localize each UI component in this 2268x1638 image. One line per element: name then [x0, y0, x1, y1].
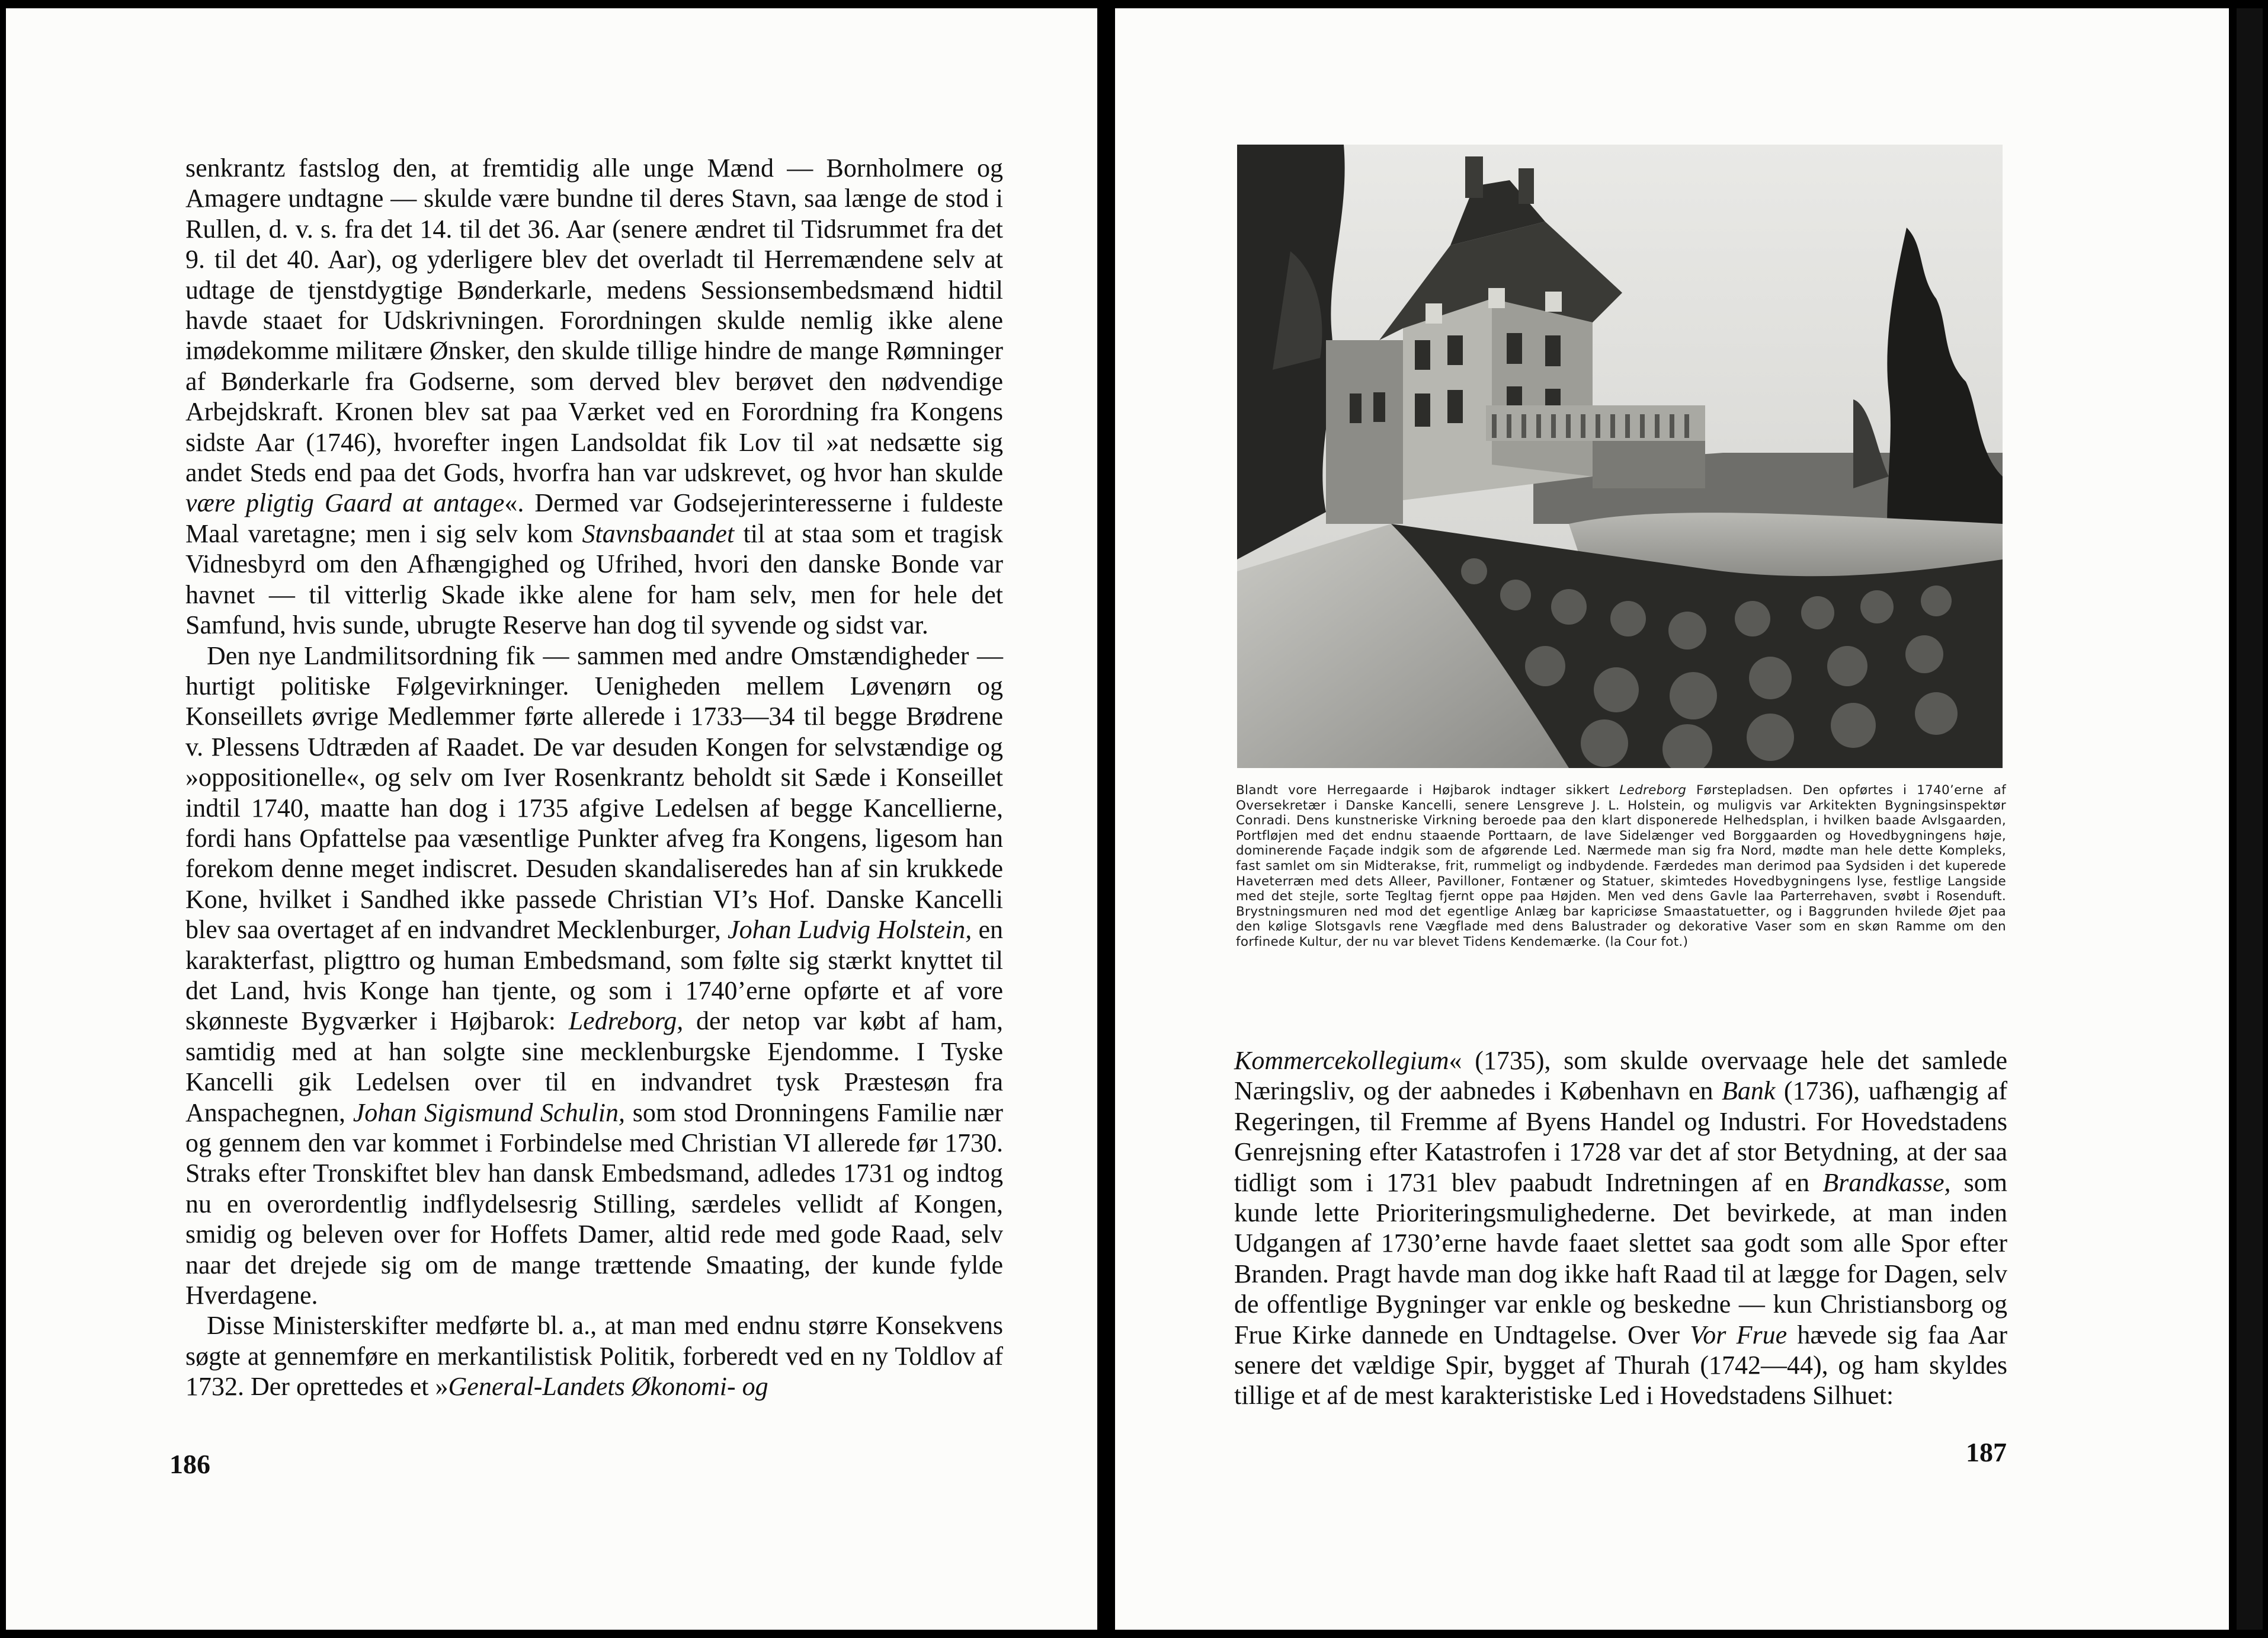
text-run: (1736), uafhængig af Regeringen, til Fremme af Byens Handel og Industri. For Hovedstadens Genrejsning efter Katastrofen i 1728 var det af stor Betydning, at der saa tidligt som i 1731 blev paabudt Indretningen af en	[1234, 1076, 2007, 1197]
text-run: « (1735), som skulde overvaage hele det samlede Næringsliv, og der aabnedes i København en	[1234, 1046, 2007, 1106]
text-run: hævede sig faa Aar senere det vældige Spir, bygget af Thurah (1742—44), og ham skyldes tillige et af de mest karakteristiske Led i Hovedstadens Silhuet:	[1234, 1320, 2008, 1410]
italic-text-run: være pligtig Gaard at antage	[185, 488, 505, 518]
left-page	[6, 8, 1097, 1630]
italic-text-run: Johan Sigismund Schulin,	[353, 1098, 626, 1127]
italic-text-run: Bank	[1721, 1076, 1776, 1106]
italic-text-run: Johan Ludvig Holstein,	[728, 915, 972, 945]
right-paragraph	[1234, 1045, 2007, 1411]
photo-caption	[1236, 783, 2006, 950]
right-page-number: 187	[1966, 1437, 2007, 1467]
text-run: Førstepladsen. Den opførtes i 1740’erne af Oversekretær i Danske Kancelli, senere Lensgreve J. L. Holstein, og muligvis var Arkitekten Bygningsinspektør Conradi. Dens kunstneriske Virkning beroede paa den klart disponerede Helhedsplan, i hvilken baade Avlsgaarden, Portfløjen med det endnu staaende Porttaarn, de lave Sidelænger ved Borggaarden og Hovedbygningens høje, dominerende Façade indgik som de afgørende Led. Nærmede man sig fra Nord, mødte man hele dette Kompleks, fast samlet om sin Midterakse, frit, rummeligt og indbydende. Færdedes man derimod paa Sydsiden i det kuperede Haveterræn med dets Alleer, Pavilloner, Fontæner og Statuer, skimtedes Hovedbygningens lyse, festlige Langside med det stejle, sorte Tegltag fjernt oppe paa Højden. Men ved dens Gavle laa Parterrehaven, svøbt i Rosenduft. Brystningsmuren ned mod det egentlige Anlæg bar kapriciøse Smaastatuetter, og i Baggrunden hvilede Øjet paa den kølige Slotsgavls rene Vægflade med dens Balustrader og dekorative Vaser som en skøn Ramme om den forfinede Kultur, der nu var blevet Tidens Kendemærke. (la Cour fot.)	[1236, 783, 2006, 949]
text-run: senkrantz fastslog den, at fremtidig alle unge Mænd — Bornholmere og Amagere undtagne — skulde være bundne til deres Stavn, saa længe de stod i Rullen, d. v. s. fra det 14. til det 36. Aar (senere ændret til Tidsrummet fra det 9. til det 40. Aar), og yderligere blev det overladt til Herremændene selv at udtage de tjenstdygtige Bønderkarle, medens Sessionsembedsmænd hidtil havde staaet for Udskrivningen. Forordningen skulde nemlig ikke alene imødekomme militære Ønsker, den skulde tillige hindre de mange Rømninger af Bønderkarle fra Godserne, som derved blev berøvet den nødvendige Arbejdskraft. Kronen blev sat paa Værket ved en Forordning fra Kongens sidste Aar (1746), hvorefter ingen Landsoldat fik Lov til »at nedsætte sig andet Steds end paa det Gods, hvorfra han var udskrevet, og hvor han skulde	[185, 153, 1003, 488]
italic-text-run: Stavnsbaandet	[582, 519, 735, 548]
ledreborg-photo	[1237, 145, 2003, 768]
italic-text-run: Vor Frue	[1690, 1320, 1788, 1349]
italic-text-run: Ledreborg,	[568, 1006, 684, 1036]
text-run: som kunde lette Prioriteringsmulighederne. Det bevirkede, at man inden Udgangen af 1730’erne havde faaet slettet saa godt som alle Spor efter Branden. Pragt havde man dog ikke haft Raad til at lægge for Dagen, selv de offentlige Bygninger var enkle og beskedne — kun Christiansborg og Frue Kirke dannede en Undtagelse. Over	[1234, 1167, 2007, 1349]
right-page	[1115, 8, 2229, 1630]
italic-text-run: General-Landets Økonomi- og	[448, 1372, 768, 1402]
text-run: Den nye Landmilitsordning fik — sammen med andre Omstændigheder — hurtigt politiske Følgevirkninger. Uenigheden mellem Løvenørn og Konseillets øvrige Medlemmer førte allerede i 1733—34 til begge Brødrene v. Plessens Udtræden af Raadet. De var desuden Kongen for selvstændige og »oppositionelle«, og selv om Iver Rosenkrantz beholdt sit Sæde i Konseillet indtil 1740, maatte han dog i 1735 afgive Ledelsen af begge Kancellierne, fordi hans Opfattelse paa væsentlige Punkter afveg fra Kongens, ligesom han forekom denne meget indiscret. Desuden skandaliseredes han af sin krukkede Kone, hvilket i Sandhed ikke passede Christian VI’s Hof. Danske Kancelli blev saa overtaget af en indvandret Mecklenburger,	[185, 641, 1003, 945]
text-run: til at staa som et tragisk Vidnesbyrd om den Afhængighed og Ufrihed, hvori den danske Bonde var havnet — til vitterlig Skade ikke alene for ham selv, men for hele det Samfund, hvis sunde, ubrugte Reserve han dog til syvende og sidst var.	[185, 519, 1003, 640]
italic-text-run: Ledreborg	[1619, 783, 1687, 798]
text-run: «. Dermed var Godsejerinteresserne i fuldeste Maal varetagne; men i sig selv kom	[185, 488, 1003, 548]
italic-text-run: Kommercekollegium	[1234, 1046, 1449, 1075]
left-paragraph-3	[185, 1310, 1003, 1402]
text-run: der netop var købt af ham, samtidig med at han solgte sine mecklenburgske Ejendomme. I Tyske Kancelli gik Ledelsen over til en indvandret tysk Præstesøn fra Anspachegnen,	[185, 1006, 1003, 1127]
text-run: en karakterfast, pligttro og human Embedsmand, som følte sig stærkt knyttet til det Land, hvis Konge han tjente, og som i 1740’erne opførte et af vore skønneste Bygværker i Højbarok:	[185, 915, 1003, 1036]
italic-text-run: Brandkasse,	[1822, 1167, 1951, 1197]
photo-caption-text	[1236, 783, 2006, 950]
text-run: som stod Dronningens Familie nær og gennem den var kommet i Forbindelse med Christian VI allerede før 1730. Straks efter Tronskiftet blev han dansk Embedsmand, adledes 1731 og indtog nu en overordentlig indflydelsesrig Stilling, særdeles vellidt af Kongen, smidig og beleven over for Hoffets Damer, altid rede med gode Raad, selv naar det drejede sig om de mange trættende Smaating, der kunde fylde Hverdagene.	[185, 1098, 1003, 1310]
left-page-body-text	[185, 153, 1003, 1402]
right-page-body-text	[1234, 1045, 2007, 1411]
text-run: Blandt vore Herregaarde i Højbarok indtager sikkert	[1236, 783, 1620, 798]
left-paragraph-1	[185, 153, 1003, 641]
left-page-number: 186	[169, 1449, 210, 1479]
ledreborg-photo-drawing	[1237, 145, 2003, 768]
left-paragraph-2	[185, 641, 1003, 1311]
book-edge	[2237, 8, 2263, 1630]
text-run: Disse Ministerskifter medførte bl. a., at man med endnu større Konsekvens søgte at gennemføre en merkantilistisk Politik, forberedt ved en ny Toldlov af 1732. Der oprettedes et »	[185, 1311, 1003, 1402]
